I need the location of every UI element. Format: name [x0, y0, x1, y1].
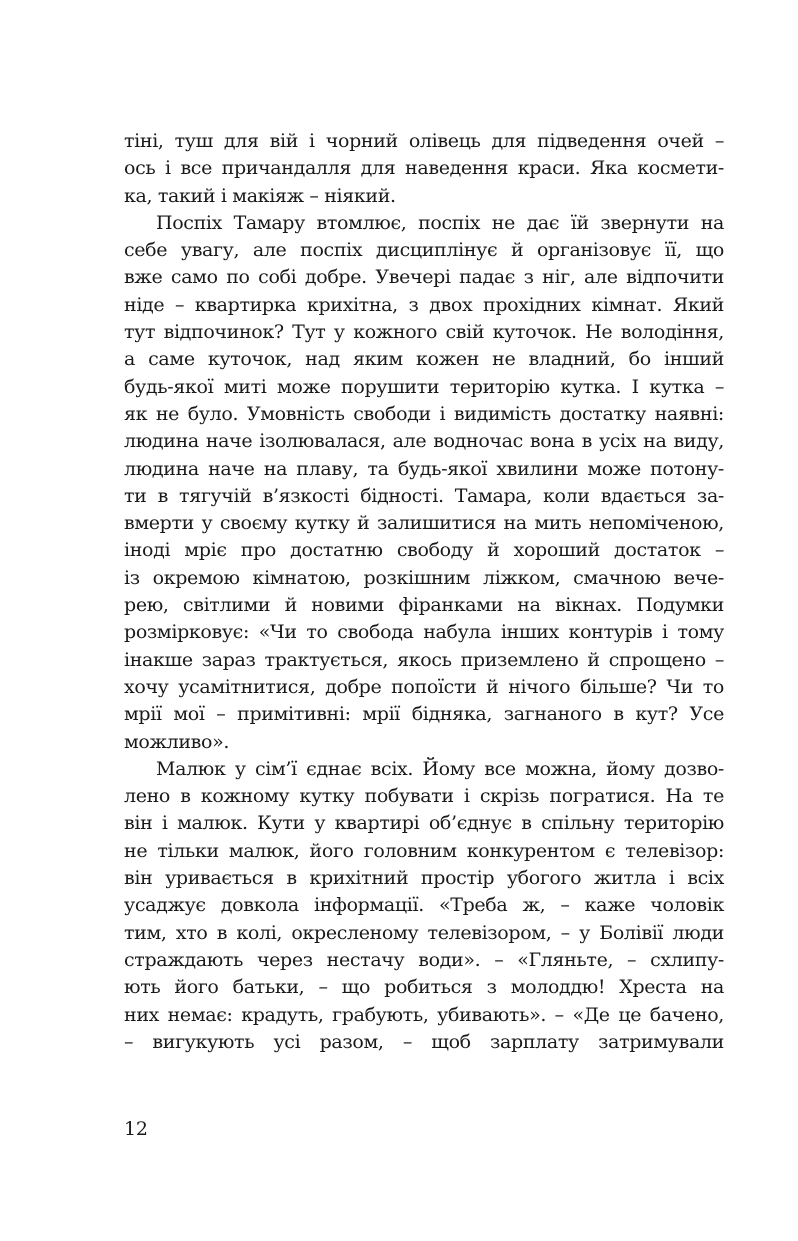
- text-line: а саме куточок, над яким кожен не владний, бо інший: [124, 348, 724, 371]
- text-line: із окремою кімнатою, розкішним ліжком, смачною вече-: [124, 566, 724, 589]
- text-line: будь-якої миті може порушити територію кутка. І кутка –: [124, 375, 724, 398]
- text-line: можливо».: [124, 730, 230, 753]
- text-line: він і малюк. Кути у квартирі об’єднує в спільну територію: [124, 812, 724, 835]
- text-line: ти в тягучій в’язкості бідності. Тамара, коли вдається за-: [124, 484, 724, 507]
- text-line: розмірковує: «Чи то свобода набула інших контурів і тому: [124, 621, 724, 644]
- text-line: ніде – квартирка крихітна, з двох прохідних кімнат. Який: [124, 293, 724, 316]
- text-line: рею, світлими й новими фіранками на вікнах. Подумки: [124, 594, 724, 617]
- page-number: 12: [124, 1118, 148, 1140]
- text-line: мрії мої – примітивні: мрії бідняка, загнаного в кут? Усе: [124, 703, 724, 726]
- text-line: усаджує довкола інформації. «Треба ж, – каже чоловік: [124, 894, 724, 917]
- text-line: страждають через нестачу води». – «Гляньте, – схлипу-: [124, 948, 724, 971]
- text-line: він уривається в крихітний простір убогого житла і всіх: [124, 867, 724, 890]
- text-line: – вигукують усі разом, – щоб зарплату затримували: [124, 1030, 724, 1053]
- text-line: не тільки малюк, його головним конкурентом є телевізор:: [124, 839, 724, 862]
- text-line: інакше зараз трактується, якось приземлено й спрощено –: [124, 648, 724, 671]
- text-line: іноді мріє про достатню свободу й хороший достаток –: [124, 539, 724, 562]
- text-line: людина наче ізолювалася, але водночас вона в усіх на виду,: [124, 430, 724, 453]
- text-line: вмерти у своєму кутку й залишитися на мить непоміченою,: [124, 512, 724, 535]
- text-line: хочу усамітнитися, добре попоїсти й нічого більше? Чи то: [124, 675, 724, 698]
- page-body-text: [124, 128, 724, 1056]
- text-line: Малюк у сім’ї єднає всіх. Йому все можна, йому дозво-: [156, 757, 724, 780]
- text-line: лено в кожному кутку побувати і скрізь погратися. На те: [124, 785, 724, 808]
- text-line: тіні, туш для вій і чорний олівець для підведення очей –: [124, 130, 724, 152]
- text-line: як не було. Умовність свободи і видимість достатку наявні:: [124, 402, 724, 425]
- text-line: тим, хто в колі, окресленому телевізором, – у Болівії люди: [124, 921, 724, 944]
- text-line: ось і все причандалля для наведення краси. Яка космети-: [124, 157, 724, 180]
- text-line: людина наче на плаву, та будь-якої хвилини може потону-: [124, 457, 724, 480]
- text-line: тут відпочинок? Тут у кожного свій куточок. Не володіння,: [124, 321, 724, 344]
- text-line: них немає: крадуть, грабують, убивають». – «Де це бачено,: [124, 1003, 724, 1026]
- text-line: ка, такий і макіяж – ніякий.: [124, 184, 396, 207]
- text-line: себе увагу, але поспіх дисциплінує й організовує її, що: [124, 239, 724, 262]
- text-line: ють його батьки, – що робиться з молоддю! Хреста на: [124, 976, 724, 999]
- text-line: Поспіх Тамару втомлює, поспіх не дає їй звернути на: [156, 211, 724, 234]
- text-line: вже само по собі добре. Увечері падає з ніг, але відпочити: [124, 266, 724, 289]
